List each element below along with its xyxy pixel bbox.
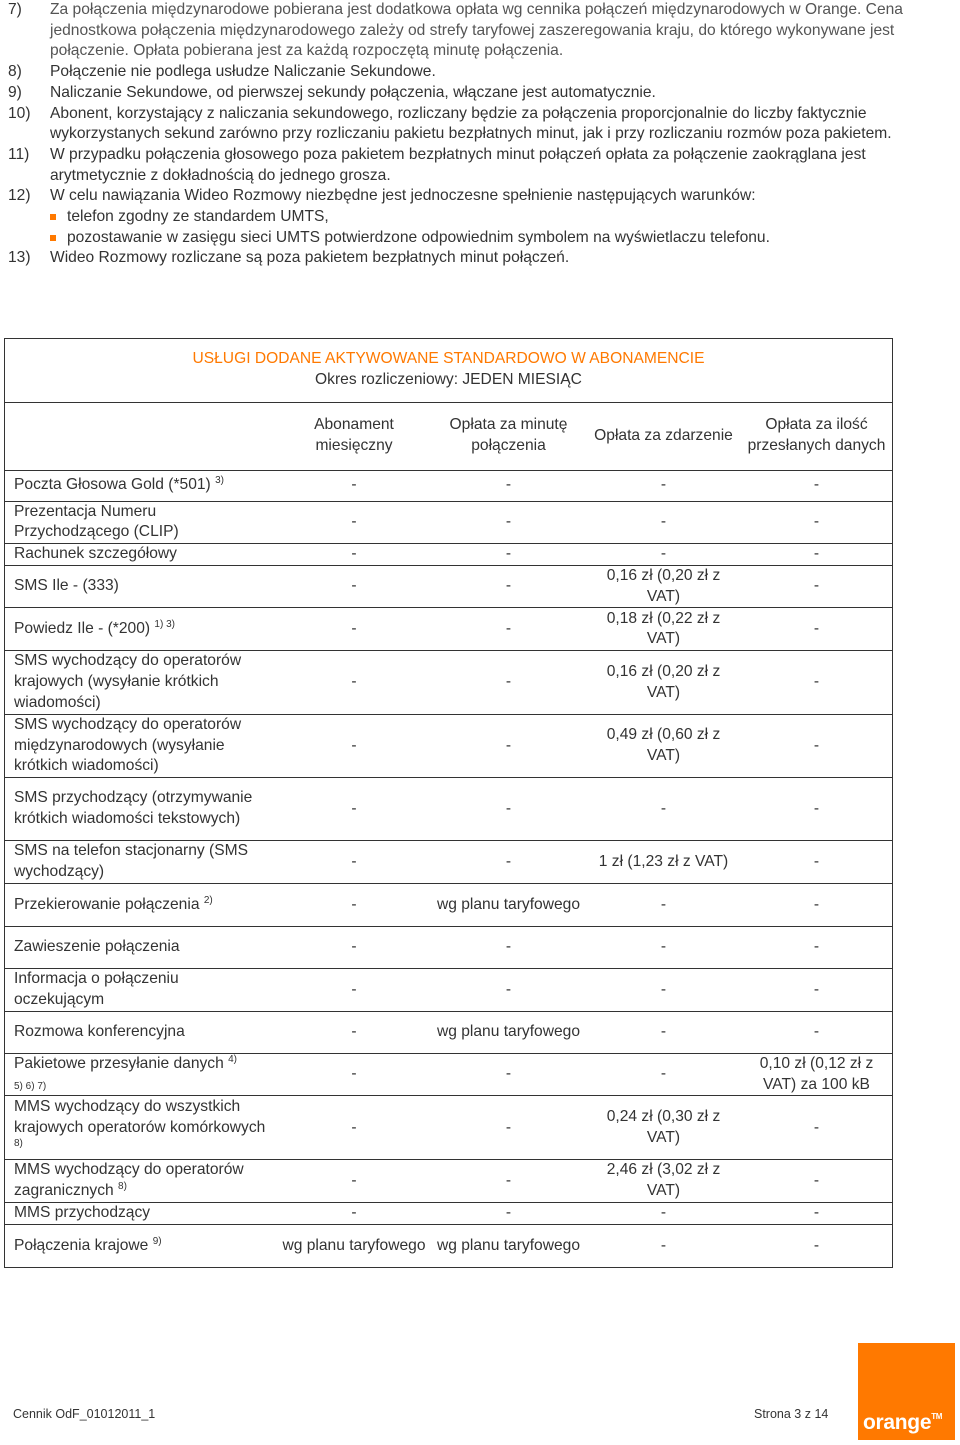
value-cell: - [431,608,586,651]
value-cell: - [741,884,892,927]
value-cell: - [277,565,431,608]
footnote-ref: 9) [152,1235,162,1247]
table-row [5,714,892,777]
table-header [5,339,892,403]
value-cell: 0,10 zł (0,12 zł z VAT) za 100 kB [741,1053,892,1096]
footnote-text: Za połączenia międzynarodowe pobierana jest dodatkowa opłata wg cennika połączeń międzynarodowych w Orange. Cena jednostkowa połączenia międzynarodowego zależy od strefy taryfowej zaszeregowania kraju, do którego wykonywane jest połączenie. Opłata pobierana jest za każdą rozpoczętą minutę połączenia. [50,1,903,60]
value-cell: - [741,1160,892,1203]
value-cell: - [741,841,892,884]
value-cell: - [277,778,431,841]
value-cell: - [586,1011,741,1053]
value-cell: - [586,969,741,1012]
value-cell: - [586,884,741,927]
footnote-number: 11) [8,145,30,163]
value-cell: - [431,927,586,969]
service-name: Informacja o połączeniu oczekującym [14,970,179,1009]
value-cell: - [277,470,431,501]
value-cell: 1 zł (1,23 zł z VAT) [586,841,741,884]
service-name-cell [5,1053,277,1096]
footnote-text: Połączenie nie podlega usłudze Naliczanie Sekundowe. [50,63,436,81]
service-name-cell [5,1224,277,1267]
value-cell: - [586,470,741,501]
value-cell: - [277,1203,431,1225]
service-name: Powiedz Ile - (*200) [14,620,151,638]
service-name: MMS przychodzący [14,1204,151,1222]
service-name-cell [5,608,277,651]
value-cell: wg planu taryfowego [277,1224,431,1267]
service-name: Prezentacja Numeru Przychodzącego (CLIP) [14,502,179,541]
value-cell: - [741,470,892,501]
footnote [8,145,948,186]
table-row [5,778,892,841]
service-name: Rozmowa konferencyjna [14,1022,185,1040]
value-cell: - [431,1203,586,1225]
table-row [5,1203,892,1225]
table-row [5,927,892,969]
value-cell: 0,49 zł (0,60 zł z VAT) [586,714,741,777]
orange-logo [858,1343,955,1440]
value-cell: - [277,1053,431,1096]
service-name-cell [5,841,277,884]
footnote-number: 7) [8,1,22,18]
service-name: SMS na telefon stacjonarny (SMS wychodzący) [14,842,249,881]
value-cell: - [277,544,431,566]
table-row [5,501,892,544]
value-cell: - [586,778,741,841]
service-name-cell [5,1160,277,1203]
service-name-cell [5,969,277,1012]
service-name-cell [5,501,277,544]
table-row [5,1224,892,1267]
value-cell: - [277,1160,431,1203]
value-cell: - [741,927,892,969]
footnote-ref: 8) [14,1138,23,1150]
service-name-cell [5,1011,277,1053]
table-row [5,565,892,608]
pricing-table [5,403,892,1267]
value-cell: 0,16 zł (0,20 zł z VAT) [586,565,741,608]
service-name: MMS wychodzący do wszystkich krajowych operatorów komórkowych [14,1097,266,1136]
square-bullet-icon [50,235,56,241]
table-row [5,1053,892,1096]
service-name: SMS wychodzący do operatorów krajowych (wysyłanie krótkich wiadomości) [14,652,242,712]
value-cell: - [741,1096,892,1160]
footnote [8,0,948,62]
footnote [8,248,948,269]
value-cell: - [277,927,431,969]
service-name: SMS przychodzący (otrzymywanie krótkich wiadomości tekstowych) [14,789,253,828]
service-name: MMS wychodzący do operatorów zagranicznych [14,1161,244,1200]
footnote [8,83,948,104]
service-name: Poczta Głosowa Gold (*501) [14,476,211,494]
service-name: SMS wychodzący do operatorów międzynarodowych (wysyłanie krótkich wiadomości) [14,715,242,775]
footnote-ref: 2) [203,894,213,906]
value-cell: wg planu taryfowego [431,1224,586,1267]
service-name-cell [5,927,277,969]
service-name-cell [5,651,277,714]
bullet-text: pozostawanie w zasięgu sieci UMTS potwierdzone odpowiednim symbolem na wyświetlaczu telefonu. [67,228,770,246]
value-cell: - [277,969,431,1012]
table-row [5,544,892,566]
service-name: Połączenia krajowe [14,1236,149,1254]
footnote-number: 13) [8,249,31,267]
footnote-ref: 3) [215,475,224,487]
value-cell: - [431,1096,586,1160]
table-title: USŁUGI DODANE AKTYWOWANE STANDARDOWO W ABONAMENCIE [192,350,705,367]
logo-text: orange™ [863,1411,943,1434]
value-cell: wg planu taryfowego [431,884,586,927]
footer-doc-id: Cennik OdF_01012011_1 [13,1407,156,1421]
value-cell: - [277,841,431,884]
value-cell: - [741,1203,892,1225]
value-cell: - [741,608,892,651]
service-name-cell [5,884,277,927]
value-cell: - [277,1096,431,1160]
footer-page-number: Strona 3 z 14 [754,1407,829,1421]
bullet-text: telefon zgodny ze standardem UMTS, [67,208,329,226]
value-cell: - [277,884,431,927]
value-cell: - [431,470,586,501]
value-cell: - [431,651,586,714]
value-cell: - [431,565,586,608]
pricing-table-box [4,338,893,1268]
value-cell: - [586,1053,741,1096]
value-cell: - [586,927,741,969]
column-header: Opłata za ilość przesłanych danych [747,416,886,455]
service-name: SMS Ile - (333) [14,577,119,595]
table-row [5,884,892,927]
service-name-cell [5,714,277,777]
table-row [5,1011,892,1053]
bullet-item [50,207,948,228]
footnote-text: Abonent, korzystający z naliczania sekundowego, rozliczany będzie za połączenia proporcjonalnie do liczby faktycznie wykorzystanych sekund zarówno przy rozliczaniu pakietu bezpłatnych minut, jak i przy rozliczaniu rozmów poza pakietem. [50,104,892,143]
footnote-text: Wideo Rozmowy rozliczane są poza pakietem bezpłatnych minut połączeń. [50,249,570,267]
value-cell: 0,18 zł (0,22 zł z VAT) [586,608,741,651]
footnote [8,186,948,248]
value-cell: 2,46 zł (3,02 zł z VAT) [586,1160,741,1203]
value-cell: wg planu taryfowego [431,1011,586,1053]
column-header: Abonament miesięczny [314,416,394,455]
footnotes [8,0,948,269]
footnote-number: 8) [8,63,22,81]
value-cell: - [431,714,586,777]
value-cell: - [741,544,892,566]
value-cell: - [431,969,586,1012]
value-cell: - [431,778,586,841]
header-blank-cell [5,403,277,470]
footnote [8,62,948,83]
service-name: Rachunek szczegółowy [14,545,177,563]
table-row [5,1160,892,1203]
table-row [5,470,892,501]
value-cell: - [741,969,892,1012]
column-header: Opłata za minutę połączenia [449,416,568,455]
value-cell: - [586,544,741,566]
square-bullet-icon [50,214,56,220]
table-row [5,651,892,714]
table-row [5,969,892,1012]
service-name-cell [5,544,277,566]
value-cell: - [277,608,431,651]
value-cell: - [586,501,741,544]
value-cell: - [741,714,892,777]
footnote-ref: 4) [228,1053,238,1065]
footnote-text: W przypadku połączenia głosowego poza pakietem bezpłatnych minut połączeń opłata za połączenie zaokrąglana jest arytmetycznie z dokładnością do jednego grosza. [50,145,866,184]
value-cell: - [431,501,586,544]
value-cell: - [277,1011,431,1053]
footnote-text: Naliczanie Sekundowe, od pierwszej sekundy połączenia, włączane jest automatycznie. [50,83,656,101]
service-name-cell [5,1096,277,1160]
value-cell: - [431,1053,586,1096]
value-cell: - [741,501,892,544]
value-cell: - [586,1203,741,1225]
bullet-item [50,228,948,249]
service-name-cell [5,565,277,608]
footnote-text: W celu nawiązania Wideo Rozmowy niezbędne jest jednoczesne spełnienie następujących warunków: [50,187,756,205]
column-header-row [5,403,892,470]
footnote-ref: 5) 6) 7) [14,1080,47,1092]
footnote [8,104,948,145]
column-header: Opłata za zdarzenie [594,426,733,444]
value-cell: - [431,1160,586,1203]
service-name-cell [5,470,277,501]
service-name: Przekierowanie połączenia [14,895,200,913]
table-row [5,608,892,651]
value-cell: - [741,1011,892,1053]
value-cell: - [741,651,892,714]
footnote-number: 10) [8,104,31,122]
value-cell: - [431,544,586,566]
table-subtitle: Okres rozliczeniowy: JEDEN MIESIĄC [315,371,582,388]
value-cell: - [586,1224,741,1267]
service-name: Zawieszenie połączenia [14,938,180,956]
service-name: Pakietowe przesyłanie danych [14,1054,224,1072]
value-cell: - [431,841,586,884]
value-cell: - [277,501,431,544]
value-cell: - [741,1224,892,1267]
footnote-number: 9) [8,83,22,101]
footnote-number: 12) [8,187,31,205]
value-cell: - [277,714,431,777]
table-row [5,1096,892,1160]
service-name-cell [5,778,277,841]
footnote-ref: 1) 3) [154,619,175,631]
value-cell: - [277,651,431,714]
footnote-ref: 8) [118,1181,127,1193]
bullet-list [50,207,948,248]
value-cell: - [741,778,892,841]
service-name-cell [5,1203,277,1225]
value-cell: 0,24 zł (0,30 zł z VAT) [586,1096,741,1160]
value-cell: 0,16 zł (0,20 zł z VAT) [586,651,741,714]
value-cell: - [741,565,892,608]
table-row [5,841,892,884]
